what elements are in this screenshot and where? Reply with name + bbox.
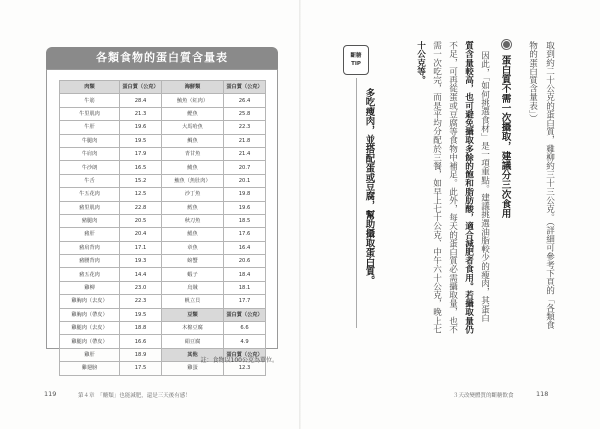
table-row (60, 295, 266, 308)
header-unit-seafood: 蛋白質（公克） (224, 81, 266, 94)
intro-col1: 取到約二十公克的蛋白質，雞柳約三十三公克。（詳細可參考下頁的「各類食 (544, 41, 555, 330)
table-row (60, 107, 266, 120)
seafood-protein-cell: 26.4 (224, 94, 266, 107)
seafood-protein-cell: 18.5 (224, 214, 266, 227)
body-para-col4: 需一次吃完，而是平均分配於三餐，如早上七十公克、中午六十公克，晚上七 (431, 41, 442, 334)
meat-name-cell: 豬肝 (60, 228, 120, 241)
meat-protein-cell: 19.5 (120, 134, 162, 147)
seafood-name-cell: 鱈魚 (162, 201, 224, 214)
table-note: 註：食物以100公克為單位。 (200, 357, 278, 364)
seafood-name-cell: 烏賊 (162, 281, 224, 294)
seafood-name-cell: 青甘魚 (162, 147, 224, 160)
meat-protein-cell: 17.9 (120, 147, 162, 160)
meat-name-cell: 豬腰背肉 (60, 255, 120, 268)
seafood-protein-cell: 17.6 (224, 228, 266, 241)
meat-name-cell: 牛舌 (60, 174, 120, 187)
seafood-protein-cell: 19.6 (224, 201, 266, 214)
meat-name-cell: 牛肝 (60, 121, 120, 134)
protein-table (59, 80, 266, 376)
table-header-row (60, 81, 266, 94)
seafood-name-cell: 鮪魚（紅肉） (162, 94, 224, 107)
table-row (60, 134, 266, 147)
table-row (60, 241, 266, 254)
seafood-name-cell: 絹豆腐 (162, 335, 224, 348)
meat-protein-cell: 22.8 (120, 201, 162, 214)
table-row (60, 147, 266, 160)
seafood-protein-cell: 12.3 (224, 362, 266, 375)
meat-protein-cell: 15.2 (120, 174, 162, 187)
seafood-name-cell: 鯖魚 (162, 161, 224, 174)
meat-name-cell: 雞胸肉（去皮） (60, 295, 120, 308)
seafood-protein-cell: 6.6 (224, 322, 266, 335)
header-category-seafood: 海鮮類 (162, 81, 224, 94)
meat-name-cell: 牛里肌肉 (60, 107, 120, 120)
seafood-name-cell: 大馬哈魚 (162, 121, 224, 134)
book-gutter (299, 0, 301, 429)
meat-protein-cell: 19.6 (120, 121, 162, 134)
meat-protein-cell: 23.0 (120, 281, 162, 294)
meat-protein-cell: 17.1 (120, 241, 162, 254)
meat-protein-cell: 14.4 (120, 268, 162, 281)
meat-protein-cell: 16.5 (120, 161, 162, 174)
seafood-protein-cell: 17.7 (224, 295, 266, 308)
table-row (60, 335, 266, 348)
header-category-meat: 肉類 (60, 81, 120, 94)
meat-name-cell: 雞柳 (60, 281, 120, 294)
meat-protein-cell: 18.9 (120, 348, 162, 361)
meat-protein-cell: 20.5 (120, 214, 162, 227)
seafood-protein-cell: 18.1 (224, 281, 266, 294)
subheader-unit-cell: 蛋白質（公克） (224, 348, 266, 361)
page-number-left: 119 (44, 390, 57, 398)
meat-protein-cell: 19.5 (120, 308, 162, 321)
meat-protein-cell: 17.5 (120, 362, 162, 375)
table-row (60, 228, 266, 241)
seafood-protein-cell: 18.4 (224, 268, 266, 281)
seafood-protein-cell: 21.4 (224, 147, 266, 160)
seafood-name-cell: 鯧魚 (162, 228, 224, 241)
seafood-protein-cell: 16.4 (224, 241, 266, 254)
seafood-name-cell: 雞蛋 (162, 362, 224, 375)
meat-name-cell: 豬里肌肉 (60, 201, 120, 214)
tip-label-2: TIP (351, 61, 361, 67)
seafood-protein-cell: 20.6 (224, 255, 266, 268)
table-row (60, 121, 266, 134)
meat-protein-cell: 16.6 (120, 335, 162, 348)
body-para-col5: 十公克等。 (415, 41, 426, 84)
table-row (60, 214, 266, 227)
subheader-category-cell: 豆類 (162, 308, 224, 321)
seafood-name-cell: 秋刀魚 (162, 214, 224, 227)
table-row (60, 174, 266, 187)
table-row (60, 161, 266, 174)
seafood-name-cell: 章魚 (162, 241, 224, 254)
meat-protein-cell: 22.3 (120, 295, 162, 308)
footer-right: ３天改變體質的斷糖飲食 (453, 393, 514, 399)
footer-left: 第４章 「醣類」也能減肥，還是三天後有感！ (78, 393, 191, 399)
header-unit-meat: 蛋白質（公克） (120, 81, 162, 94)
intro-col2: 物的蛋白質含量表」） (527, 41, 538, 123)
tip-badge (343, 45, 369, 75)
heading-bullet-icon (503, 41, 510, 48)
meat-protein-cell: 21.3 (120, 107, 162, 120)
subheader-unit-cell: 蛋白質（公克） (224, 308, 266, 321)
meat-name-cell: 雞腿肉（去皮） (60, 322, 120, 335)
meat-name-cell: 豬腿肉 (60, 214, 120, 227)
meat-protein-cell: 20.4 (120, 228, 162, 241)
meat-name-cell: 牛五花肉 (60, 188, 120, 201)
meat-name-cell: 牛腿肉 (60, 134, 120, 147)
meat-name-cell: 豬肩背肉 (60, 241, 120, 254)
subheader-category-cell: 其他 (162, 348, 224, 361)
seafood-name-cell: 鯛魚 (162, 134, 224, 147)
meat-name-cell: 牛肩肉 (60, 147, 120, 160)
table-row (60, 268, 266, 281)
meat-name-cell: 雞腿肉（帶皮） (60, 335, 120, 348)
meat-protein-cell: 19.3 (120, 255, 162, 268)
seafood-protein-cell: 20.1 (224, 174, 266, 187)
table-row (60, 94, 266, 107)
tip-label-1: 斷糖 (350, 53, 362, 59)
seafood-name-cell: 螃蟹 (162, 255, 224, 268)
seafood-name-cell: 沙丁魚 (162, 188, 224, 201)
page-number-right: 118 (536, 390, 549, 398)
meat-protein-cell: 12.5 (120, 188, 162, 201)
seafood-protein-cell: 4.9 (224, 335, 266, 348)
seafood-name-cell: 帆立貝 (162, 295, 224, 308)
table-row (60, 308, 266, 321)
body-para-col3: 不足，可再從蛋或豆腐等食物中補足。此外，每天的蛋白質必需攝取量，也不 (447, 41, 458, 334)
seafood-protein-cell: 25.8 (224, 107, 266, 120)
meat-name-cell: 雞翅膀 (60, 362, 120, 375)
seafood-name-cell: 鰹魚 (162, 107, 224, 120)
table-row (60, 201, 266, 214)
seafood-protein-cell: 22.3 (224, 121, 266, 134)
meat-protein-cell: 18.8 (120, 322, 162, 335)
body-para-col2: 質含量較高，也可避免攝取多餘的飽和脂肪酸，適合減肥者食用。若攝取量仍 (463, 41, 474, 334)
body-para-col1: 因此，「如何挑選食材」是一項重點。建議挑選油脂較少的瘦肉，其蛋白 (479, 51, 490, 322)
table-row (60, 322, 266, 335)
meat-protein-cell: 28.4 (120, 94, 162, 107)
seafood-name-cell: 鮪魚（魚肚肉） (162, 174, 224, 187)
meat-name-cell: 雞肝 (60, 348, 120, 361)
meat-name-cell: 豬五花肉 (60, 268, 120, 281)
meat-name-cell: 牛沙朗 (60, 161, 120, 174)
table-row (60, 188, 266, 201)
seafood-protein-cell: 19.8 (224, 188, 266, 201)
table-title: 各類食物的蛋白質含量表 (46, 47, 278, 69)
tip-divider (356, 78, 357, 328)
tip-text: 多吃瘦肉，並搭配蛋或豆腐，幫助攝取蛋白質。 (363, 88, 375, 286)
section-heading: 蛋白質不需一次攝取，建議分三次食用 (499, 55, 511, 219)
seafood-protein-cell: 21.8 (224, 134, 266, 147)
seafood-name-cell: 蝦子 (162, 268, 224, 281)
table-row (60, 255, 266, 268)
meat-name-cell: 雞胸肉（帶皮） (60, 308, 120, 321)
table-row (60, 281, 266, 294)
meat-name-cell: 牛筋 (60, 94, 120, 107)
seafood-protein-cell: 20.7 (224, 161, 266, 174)
seafood-name-cell: 木棉豆腐 (162, 322, 224, 335)
